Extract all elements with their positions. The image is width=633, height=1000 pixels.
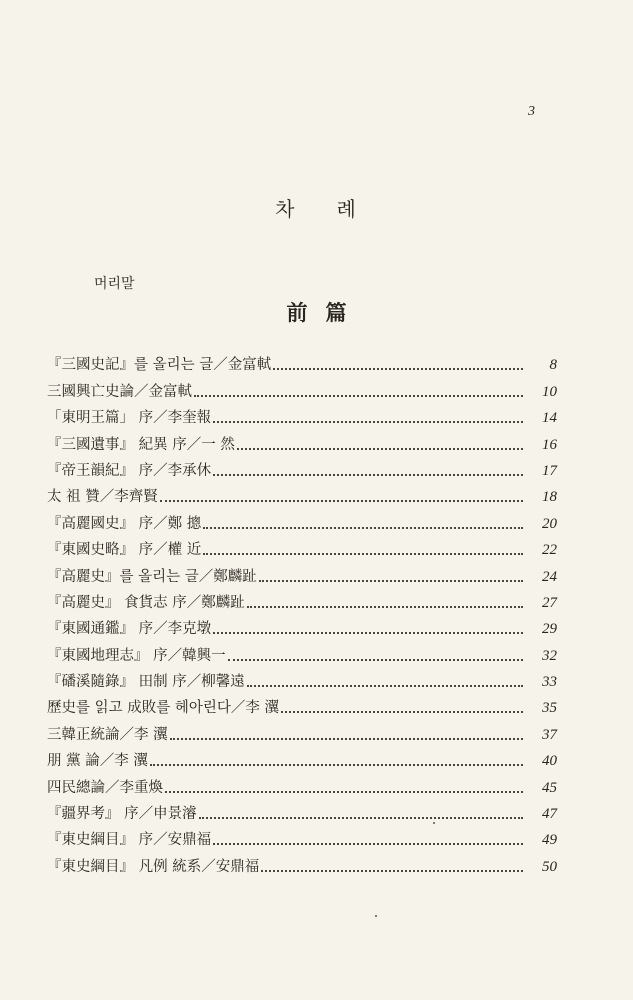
toc-entry-title: 『東國史略』 序／權 近	[47, 542, 202, 559]
toc-entry	[47, 348, 557, 374]
toc-entry	[47, 480, 557, 506]
dot-leader	[281, 711, 523, 713]
toc-entry-page: 20	[542, 515, 557, 532]
toc-entry-title: 太 祖 贊／李齊賢	[47, 489, 158, 506]
section-heading-char: 篇	[325, 300, 347, 325]
toc-entry-title: 朋 黨 論／李 瀷	[47, 753, 148, 770]
toc-entry	[47, 638, 557, 664]
toc-entry	[47, 586, 557, 612]
toc-entry	[47, 691, 557, 717]
toc-entry-page: 27	[542, 594, 557, 611]
toc-entry	[47, 823, 557, 849]
toc-entry-page: 32	[542, 647, 557, 664]
toc-entry	[47, 454, 557, 480]
toc-entry	[47, 744, 557, 770]
toc-entry-page: 33	[542, 674, 557, 691]
toc-entry-title: 三韓正統論／李 瀷	[47, 726, 168, 743]
toc-title-char: 례	[336, 197, 358, 221]
dot-leader	[261, 870, 523, 872]
toc-entry-title: 『高麗史』 食貨志 序／鄭麟趾	[47, 594, 245, 611]
toc-entry-title: 『帝王韻紀』 序／李承休	[47, 462, 212, 479]
toc-entry-page: 49	[542, 832, 557, 849]
toc-entry-title: 『三國史記』를 올리는 글／金富軾	[47, 357, 272, 374]
toc-entry-title: 「東明王篇」 序／李奎報	[47, 410, 212, 427]
toc-title	[0, 193, 633, 222]
section-heading	[0, 297, 633, 327]
dot-leader	[213, 474, 523, 476]
preface-entry: 머리말	[94, 276, 135, 292]
paper-speck	[433, 822, 435, 824]
toc-title-char: 차	[275, 197, 297, 221]
dot-leader	[203, 553, 523, 555]
dot-leader	[213, 843, 523, 845]
dot-leader	[203, 527, 523, 529]
toc-entry	[47, 770, 557, 796]
toc-entry-page: 29	[542, 621, 557, 638]
toc-entry	[47, 533, 557, 559]
toc-entry-title: 三國興亡史論／金富軾	[47, 383, 192, 400]
toc-entry-title: 『疆界考』 序／申景濬	[47, 806, 197, 823]
toc-entry-title: 『東史綱目』 序／安鼎福	[47, 832, 212, 849]
toc-entry-page: 40	[542, 753, 557, 770]
dot-leader	[213, 632, 523, 634]
toc-entry-page: 37	[542, 726, 557, 743]
toc-entry-title: 歷史를 읽고 成敗를 헤아린다／李 瀷	[47, 700, 279, 717]
section-heading-char: 前	[286, 300, 308, 325]
dot-leader	[247, 685, 523, 687]
toc-entry-title: 『高麗史』를 올리는 글／鄭麟趾	[47, 568, 257, 585]
toc-entry-title: 『東國通鑑』 序／李克墩	[47, 621, 212, 638]
toc-entry-page: 50	[542, 858, 557, 875]
dot-leader	[259, 580, 523, 582]
dot-leader	[237, 448, 523, 450]
toc-entry-title: 四民總論／李重煥	[47, 779, 163, 796]
toc-entry-page: 22	[542, 542, 557, 559]
dot-leader	[150, 764, 523, 766]
paper-speck	[375, 915, 377, 917]
toc-entry	[47, 374, 557, 400]
toc-entry	[47, 665, 557, 691]
toc-entry	[47, 612, 557, 638]
toc-entry-page: 14	[542, 410, 557, 427]
toc-entry-page: 10	[542, 383, 557, 400]
toc-entry-page: 16	[542, 436, 557, 453]
toc-entry	[47, 559, 557, 585]
toc-entry-title: 『高麗國史』 序／鄭 摠	[47, 515, 202, 532]
dot-leader	[160, 500, 523, 502]
toc-entry-title: 『磻溪隨錄』 田制 序／柳馨遠	[47, 674, 245, 691]
toc-entry	[47, 717, 557, 743]
toc-entry-title: 『三國遺事』 紀異 序／一 然	[47, 436, 235, 453]
dot-leader	[213, 421, 523, 423]
toc-entry	[47, 849, 557, 875]
dot-leader	[199, 817, 523, 819]
page-number: 3	[528, 104, 535, 119]
toc-entry-page: 8	[549, 357, 557, 374]
toc-entry	[47, 797, 557, 823]
toc-entry-page: 45	[542, 779, 557, 796]
dot-leader	[165, 791, 523, 793]
toc-entry-page: 18	[542, 489, 557, 506]
toc-entry-page: 35	[542, 700, 557, 717]
toc-list	[47, 348, 557, 876]
dot-leader	[194, 395, 523, 397]
toc-entry-page: 24	[542, 568, 557, 585]
toc-entry	[47, 401, 557, 427]
toc-entry-page: 47	[542, 806, 557, 823]
toc-entry-page: 17	[542, 462, 557, 479]
toc-entry	[47, 506, 557, 532]
dot-leader	[247, 606, 523, 608]
toc-entry-title: 『東史綱目』 凡例 統系／安鼎福	[47, 858, 260, 875]
toc-entry-title: 『東國地理志』 序／韓興一	[47, 647, 226, 664]
toc-entry	[47, 427, 557, 453]
dot-leader	[273, 368, 523, 370]
dot-leader	[170, 738, 523, 740]
dot-leader	[228, 659, 523, 661]
